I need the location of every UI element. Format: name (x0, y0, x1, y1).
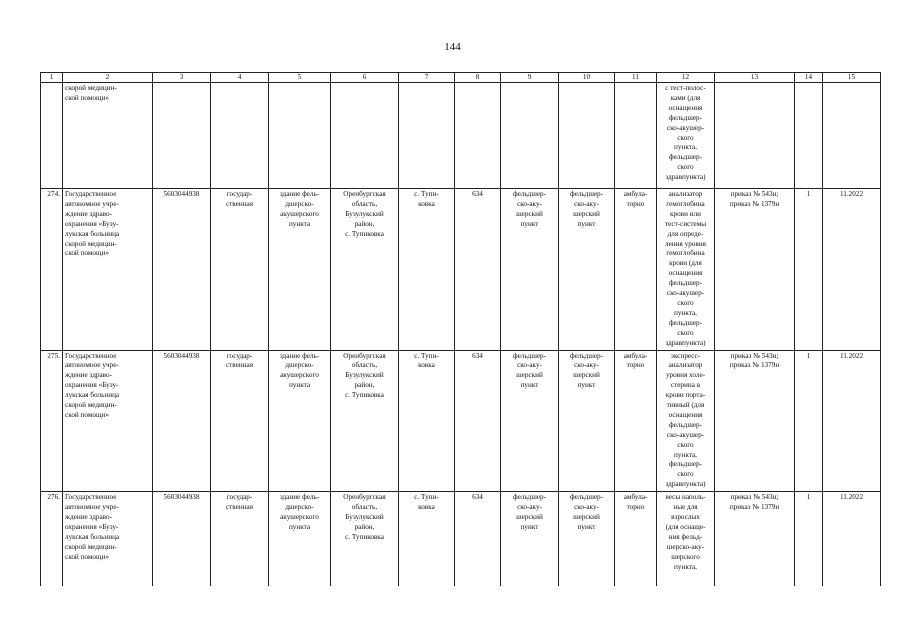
date-cell: 11.2022 (823, 189, 881, 351)
table-row (41, 492, 881, 587)
inn-cell: 5603044938 (153, 350, 211, 492)
col-header: 4 (211, 73, 269, 83)
qty-cell: 1 (795, 350, 823, 492)
cell (455, 83, 501, 189)
org-cell: скорой медицин- ской помощи» (63, 83, 153, 189)
equipment-cell: экспресс- анализатор уровня холе- стерина в крови порта- тивный (для оснащения фельдшер- ско-акушер- ского пункта, фельдшер- ского здравпункта) (657, 350, 715, 492)
col-header: 14 (795, 73, 823, 83)
col-header: 8 (455, 73, 501, 83)
equipment-cell: с тест-полос- ками (для оснащения фельдшер- ско-акушер- ского пункта, фельдшер- ского здравпункта) (657, 83, 715, 189)
code-cell: 634 (455, 492, 501, 587)
unit-type-cell: фельдшер- ско-аку- шерский пункт (501, 492, 559, 587)
org-cell: Государственное автономное учре- ждение здраво- охранения «Бузу- лукская больница скорой медицин- ской помощи» (63, 350, 153, 492)
col-header: 10 (559, 73, 615, 83)
care-form-cell: амбула- торно (615, 350, 657, 492)
cell (399, 83, 455, 189)
org-cell: Государственное автономное учре- ждение здраво- охранения «Бузу- лукская больница скорой медицин- ской помощи» (63, 492, 153, 587)
cell (559, 83, 615, 189)
col-header: 2 (63, 73, 153, 83)
column-number-header (41, 73, 881, 83)
cell (795, 83, 823, 189)
inn-cell: 5603044938 (153, 492, 211, 587)
qty-cell: 1 (795, 492, 823, 587)
col-header: 7 (399, 73, 455, 83)
code-cell: 634 (455, 189, 501, 351)
table-row (41, 350, 881, 492)
cell (715, 83, 795, 189)
cell (823, 83, 881, 189)
page-number: 144 (444, 41, 461, 53)
cell (615, 83, 657, 189)
col-header: 15 (823, 73, 881, 83)
cell (501, 83, 559, 189)
equipment-cell: анализатор гемоглобина крови или тест-системы для опреде- ления уровня гемоглобина крови (для оснащения фельдшер- ско-акушер- ского пункта, фельдшер- ского здравпункта) (657, 189, 715, 351)
date-cell: 11.2022 (823, 350, 881, 492)
unit-type-cell: фельдшер- ско-аку- шерский пункт (501, 350, 559, 492)
table-row (41, 189, 881, 351)
date-cell: 11.2022 (823, 492, 881, 587)
col-header: 13 (715, 73, 795, 83)
building-cell: здание фель- дшерско- акушерского пункта (269, 492, 331, 587)
cell (41, 83, 63, 189)
col-header: 3 (153, 73, 211, 83)
org-cell: Государственное автономное учре- ждение здраво- охранения «Бузу- лукская больница скорой медицин- ской помощи» (63, 189, 153, 351)
inn-cell: 5603044938 (153, 189, 211, 351)
order-cell: приказ № 543н; приказ № 1379н (715, 350, 795, 492)
row-number: 276. (41, 492, 63, 587)
col-header: 5 (269, 73, 331, 83)
col-header: 11 (615, 73, 657, 83)
registry-table (40, 72, 881, 586)
order-cell: приказ № 543н; приказ № 1379н (715, 492, 795, 587)
code-cell: 634 (455, 350, 501, 492)
address-cell: Оренбургская область, Бузулукский район, с. Тупиковка (331, 492, 399, 587)
locality-cell: с. Тупи- ковка (399, 350, 455, 492)
col-header: 12 (657, 73, 715, 83)
unit-name-cell: фельдшер- ско-аку- шерский пункт (559, 189, 615, 351)
locality-cell: с. Тупи- ковка (399, 189, 455, 351)
order-cell: приказ № 543н; приказ № 1379н (715, 189, 795, 351)
ownership-cell: государ- ственная (211, 189, 269, 351)
cell (211, 83, 269, 189)
ownership-cell: государ- ственная (211, 350, 269, 492)
row-number: 274. (41, 189, 63, 351)
col-header: 1 (41, 73, 63, 83)
locality-cell: с. Тупи- ковка (399, 492, 455, 587)
address-cell: Оренбургская область, Бузулукский район, с. Тупиковка (331, 189, 399, 351)
building-cell: здание фель- дшерско- акушерского пункта (269, 189, 331, 351)
col-header: 6 (331, 73, 399, 83)
qty-cell: 1 (795, 189, 823, 351)
building-cell: здание фель- дшерско- акушерского пункта (269, 350, 331, 492)
continuation-row (41, 83, 881, 189)
equipment-cell: весы наполь- ные для взрослых (для оснаще- ния фельд- шерско-аку- шерского пункта, (657, 492, 715, 587)
care-form-cell: амбула- торно (615, 492, 657, 587)
ownership-cell: государ- ственная (211, 492, 269, 587)
care-form-cell: амбула- торно (615, 189, 657, 351)
row-number: 275. (41, 350, 63, 492)
address-cell: Оренбургская область, Бузулукский район, с. Тупиковка (331, 350, 399, 492)
unit-name-cell: фельдшер- ско-аку- шерский пункт (559, 492, 615, 587)
cell (269, 83, 331, 189)
unit-name-cell: фельдшер- ско-аку- шерский пункт (559, 350, 615, 492)
unit-type-cell: фельдшер- ско-аку- шерский пункт (501, 189, 559, 351)
col-header: 9 (501, 73, 559, 83)
cell (331, 83, 399, 189)
cell (153, 83, 211, 189)
